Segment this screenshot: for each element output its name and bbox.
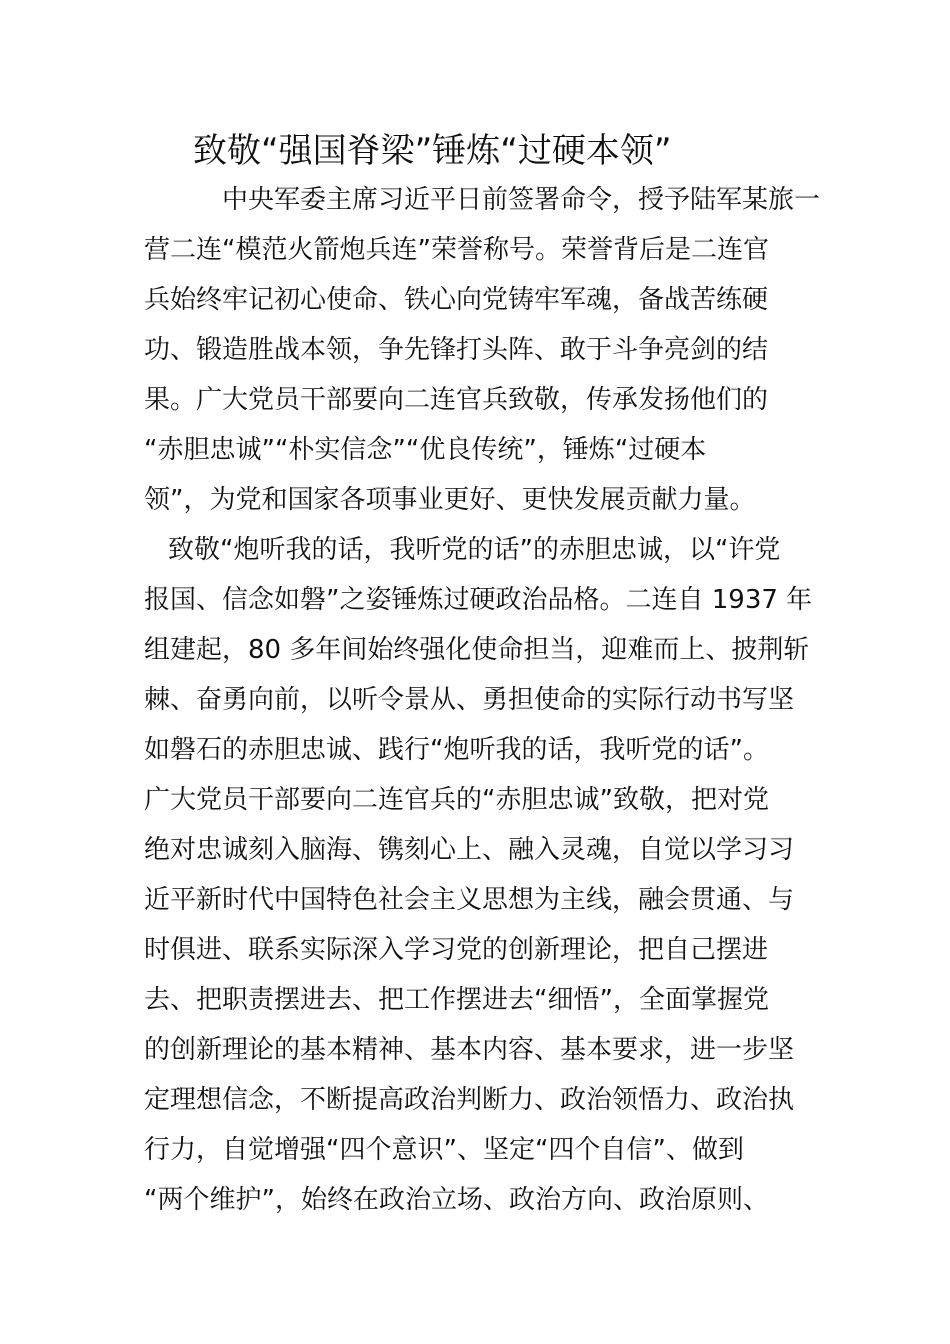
paragraph-line: 广大党员干部要向二连官兵的“赤胆忠诚”致敬，把对党 (144, 785, 769, 815)
paragraph-line: 营二连“模范火箭炮兵连”荣誉称号。荣誉背后是二连官 (144, 235, 769, 265)
paragraph-line: 去、把职责摆进去、把工作摆进去“细悟”，全面掌握党 (144, 985, 769, 1015)
paragraph-line: “赤胆忠诚”“朴实信念”“优良传统”，锤炼“过硬本 (144, 435, 707, 465)
paragraph-line: 的创新理论的基本精神、基本内容、基本要求，进一步坚 (144, 1035, 795, 1065)
paragraph-line: 致敬“炮听我的话，我听党的话”的赤胆忠诚，以“许党 (168, 535, 781, 565)
paragraph-line: “两个维护”，始终在政治立场、政治方向、政治原则、 (144, 1185, 769, 1215)
paragraph-line: 行力，自觉增强“四个意识”、坚定“四个自信”、做到 (144, 1135, 744, 1165)
paragraph-line: 绝对忠诚刻入脑海、镌刻心上、融入灵魂，自觉以学习习 (144, 835, 795, 865)
paragraph-line: 兵始终牢记初心使命、铁心向党铸牢军魂，备战苦练硬 (144, 285, 769, 315)
paragraph-line: 近平新时代中国特色社会主义思想为主线，融会贯通、与 (144, 885, 795, 915)
document-title: 致敬“强国脊梁”锤炼“过硬本领” (193, 131, 672, 171)
paragraph-line: 组建起，80 多年间始终强化使命担当，迎难而上、披荆斩 (144, 635, 810, 665)
paragraph-line: 领”，为党和国家各项事业更好、更快发展贡献力量。 (144, 485, 756, 515)
paragraph-line: 定理想信念，不断提高政治判断力、政治领悟力、政治执 (144, 1085, 795, 1115)
paragraph-line: 报国、信念如磐”之姿锤炼过硬政治品格。二连自 1937 年 (144, 585, 813, 615)
paragraph-line: 中央军委主席习近平日前签署命令，授予陆军某旅一 (222, 185, 821, 215)
paragraph-line: 棘、奋勇向前，以听令景从、勇担使命的实际行动书写坚 (144, 685, 795, 715)
paragraph-line: 如磐石的赤胆忠诚、践行“炮听我的话，我听党的话”。 (144, 735, 769, 765)
paragraph-line: 时俱进、联系实际深入学习党的创新理论，把自己摆进 (144, 935, 769, 965)
paragraph-line: 果。广大党员干部要向二连官兵致敬，传承发扬他们的 (144, 385, 769, 415)
paragraph-line: 功、锻造胜战本领，争先锋打头阵、敢于斗争亮剑的结 (144, 335, 769, 365)
